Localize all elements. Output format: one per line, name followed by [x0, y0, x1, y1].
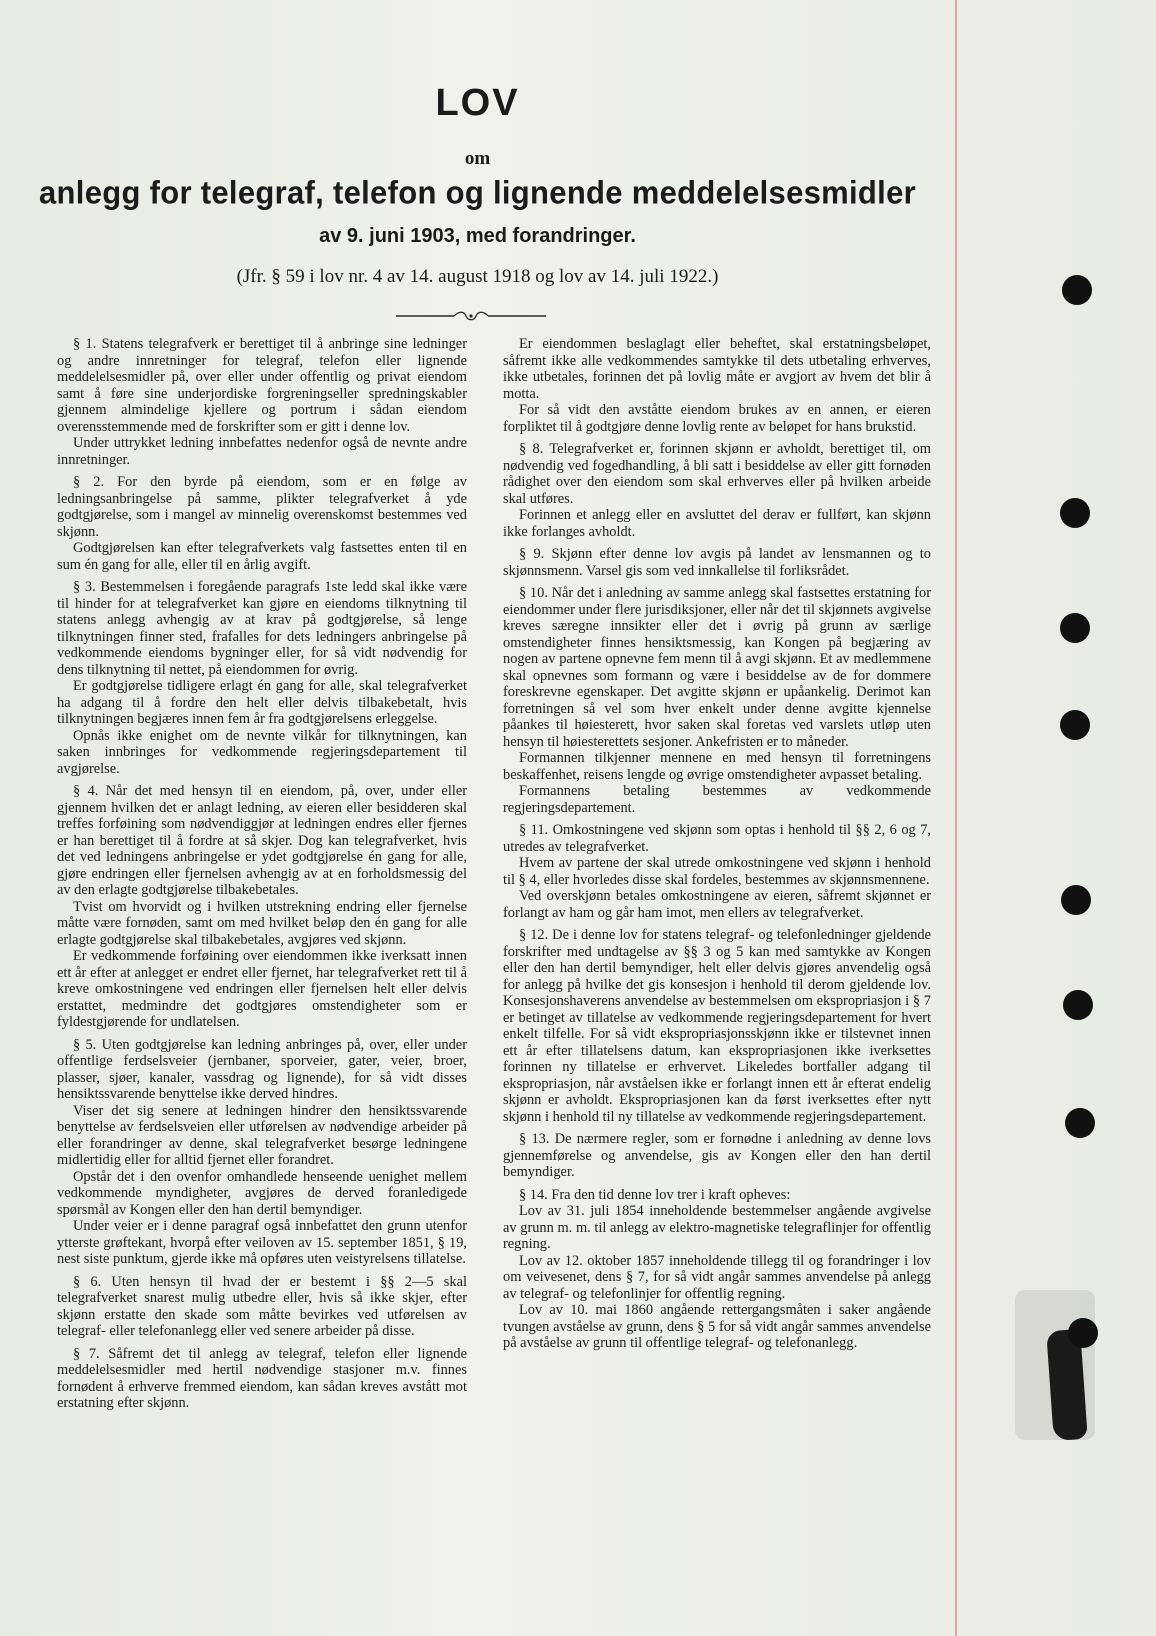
paragraph: § 6. Uten hensyn til hvad der er bestemt i §§ 2—5 skal telegrafverket snarest mulig utbedre eller, hvis så ikke skjer, efter skjønn erstatte den skade som måtte bevirkes ved utførelsen av telegraf- eller telefonanlegg eller ved senere arbeider på disse. — [57, 1273, 467, 1339]
paragraph: § 11. Omkostningene ved skjønn som optas i henhold til §§ 2, 6 og 7, utredes av telegrafverket. — [503, 822, 931, 855]
paragraph: § 12. De i denne lov for statens telegraf- og telefonledninger gjeldende forskrifter med undtagelse av §§ 3 og 5 kan med samtykke av Kongen eller den han dertil bemyndiger, helt eller delvis gjøres anvendelig også for anlegg på hvilke det gis konsesjon i henhold til derom gjeldende lov. Konsesjonshaverens anvendelse av bestemmelsen om ekspropriasjon i § 7 er betinget av tillatelse av vedkommende regjeringsdepartement for hvert enkelt tilfelle. For så vidt ekspropriasjonsskjønn ikke er tilstevnet innen ett år efter tillatelsens datum, kan ekspropriasjonen ikke iverksettes forinnen ny tillatelse er erhvervet. Likeledes bortfaller adgang til ekspropriasjon, når avståelsen ikke er forlangt innen ett år efterat endelig skjønn er avholdt. Ekspropriasjonen kan da først iverksettes efter nytt skjønn i henhold til ny tillatelse av vedkommende regjeringsdepartement. — [503, 927, 931, 1125]
punch-hole — [1060, 710, 1090, 740]
left-column — [57, 336, 467, 1418]
paragraph: Viser det sig senere at ledningen hindrer den hensiktssvarende benyttelse av ferdselsveien eller utførelsen av nødvendige arbeider på eller forandringer av denne, skal telegrafverket besørge ledningene midlertidig eller for alltid fjernet eller forandret. — [57, 1102, 467, 1168]
punch-hole — [1065, 1108, 1095, 1138]
paragraph: Opstår det i den ovenfor omhandlede henseende uenighet mellem vedkommende myndigheter, avgjøres de derved foranledigede spørsmål av Kongen eller den han dertil bemyndiger. — [57, 1168, 467, 1218]
paragraph: Formannens betaling bestemmes av vedkommende regjeringsdepartement. — [503, 783, 931, 816]
ornament-divider — [396, 310, 546, 322]
paragraph: Ved overskjønn betales omkostningene av eieren, såfremt skjønnet er forlangt av ham og går ham imot, men ellers av telegrafverket. — [503, 888, 931, 921]
main-title: anlegg for telegraf, telefon og lignende meddelelsesmidler — [39, 174, 916, 211]
paragraph: Lov av 31. juli 1854 inneholdende bestemmelser angående avgivelse av grunn m. m. til anlegg av elektro-magnetiske telegraflinjer for offentlig regning. — [503, 1203, 931, 1252]
paragraph: § 1. Statens telegrafverk er berettiget til å anbringe sine ledninger og andre innretninger for telegraf, telefon eller lignende meddelelsesmidler på, over eller under offentlig og privat eiendom samt å føre sine underjordiske forgreningseller spredningskabler gjennem almindelige kjellere og portrum i sådan eiendom overensstemmende med de forskrifter som er gitt i denne lov. — [57, 336, 467, 435]
paragraph: Er godtgjørelse tidligere erlagt én gang for alle, skal telegrafverket ha adgang til å fordre den helt eller delvis tilbakebetalt, hvis tilknytningen begjæres innen fem år fra godtgjørelsens erleggelse. — [57, 678, 467, 727]
right-column — [503, 336, 931, 1352]
paragraph: § 14. Fra den tid denne lov trer i kraft opheves: — [519, 1186, 791, 1203]
punch-hole — [1068, 1318, 1098, 1348]
paragraph: § 5. Uten godtgjørelse kan ledning anbringes på, over, eller under offentlige ferdselsveier (jernbaner, sporveier, gater, veier, broer, plasser, sjøer, kanaler, vassdrag og lignende), for så vidt disses hensiktssvarende benyttelse ikke derved hindres. — [57, 1036, 467, 1102]
paragraph: Er vedkommende forføining over eiendommen ikke iverksatt innen ett år efter at anlegget er endret eller fjernet, har telegrafverket rett til å kreve omkostningene ved endringen eller fjernelsen helt eller delvis erstattet, medmindre det godtgjøres omstendigheter som er fyldestgjørende for undlatelsen. — [57, 948, 467, 1030]
margin-line — [955, 0, 957, 1636]
paragraph: Lov av 12. oktober 1857 inneholdende tillegg til og forandringer i lov om veivesenet, dens § 7, for så vidt angår sammes anvendelse på anlegg av telegraf- og telefonlinjer for offentlig regning. — [503, 1252, 931, 1302]
paragraph: Opnås ikke enighet om de nevnte vilkår for tilknytningen, kan saken innbringes for vedkommende regjeringsdepartement til avgjørelse. — [57, 727, 467, 777]
paragraph: § 2. For den byrde på eiendom, som er en følge av ledningsanbringelse på samme, plikter telegrafverket å yde godtgjørelse, som i mangel av minnelig overenskomst bestemmes ved skjønn. — [57, 474, 467, 540]
paragraph: Under uttrykket ledning innbefattes nedenfor også de nevnte andre innretninger. — [57, 435, 467, 468]
paragraph: For så vidt den avståtte eiendom brukes av en annen, er eieren forpliktet til å godtgjøre denne lovlig rente av beløpet for hans brukstid. — [503, 402, 931, 435]
reference-line: (Jfr. § 59 i lov nr. 4 av 14. august 1918 og lov av 14. juli 1922.) — [236, 266, 719, 287]
paragraph: Godtgjørelsen kan efter telegrafverkets valg fastsettes enten til en sum én gang for alle, eller til en årlig avgift. — [57, 540, 467, 573]
punch-hole — [1063, 990, 1093, 1020]
paragraph: § 4. Når det med hensyn til en eiendom, på, over, under eller gjennem hvilken det er anlagt ledning, av eieren eller besidderen skal treffes forføining som nødvendiggjør at ledningen endres eller fjernes er han berettiget til å fordre at så skjer. Dog kan telegrafverket, hvis det ved ledningens anbringelse er ydet godtgjørelse én gang for alle, gjøre endringen eller fjernelsen avhengig av at en forholdsmessig del av den erlagte godtgjørelse tilbakebetales. — [57, 783, 467, 898]
paragraph: Er eiendommen beslaglagt eller beheftet, skal erstatningsbeløpet, såfremt ikke alle vedkommendes samtykke til dets utbetaling erhverves, ikke utbetales, forinnen det på lovlig måte er avgjort av hvem det blir å motta. — [503, 336, 931, 402]
paragraph: Tvist om hvorvidt og i hvilken utstrekning endring eller fjernelse måtte være fornøden, samt om med hvilket beløp den én gang for alle erlagte godtgjørelse skal tilbakebetales, avgjøres ved skjønn. — [57, 898, 467, 948]
paragraph: Forinnen et anlegg eller en avsluttet del derav er fullført, kan skjønn ikke forlanges avholdt. — [503, 507, 931, 540]
paragraph: Hvem av partene der skal utrede omkostningene ved skjønn i henhold til § 4, eller hvorledes disse skal fordeles, bestemmes av skjønnsmennene. — [503, 855, 931, 888]
paragraph: § 8. Telegrafverket er, forinnen skjønn er avholdt, berettiget til, om nødvendig ved fogedhandling, å bli satt i besiddelse av eller gitt fornøden rådighet over den eiendom som skal erhverves eller på hvilken arbeide skal utføres. — [503, 441, 931, 507]
punch-hole — [1061, 885, 1091, 915]
punch-hole — [1060, 498, 1090, 528]
paragraph: Formannen tilkjenner mennene en med hensyn til forretningens beskaffenhet, reisens lengde og øvrige omstendigheter avpasset betaling. — [503, 750, 931, 783]
title-om: om — [464, 148, 491, 169]
paragraph: § 13. De nærmere regler, som er fornødne i anledning av denne lovs gjennemførelse og anvendelse, gis av Kongen eller den han dertil bemyndiger. — [503, 1131, 931, 1180]
subtitle: av 9. juni 1903, med forandringer. — [319, 225, 636, 247]
paragraph: § 9. Skjønn efter denne lov avgis på landet av lensmannen og to skjønnsmenn. Varsel gis som ved innkallelse til forliksrådet. — [503, 546, 931, 579]
paragraph: § 10. Når det i anledning av samme anlegg skal fastsettes erstatning for eiendommer under flere jurisdiksjoner, eller når det til skjønnets avgivelse kreves særegne innsikter eller det i øvrig på grunn av særlige omstendigheter finnes hensiktsmessig, kan Kongen på begjæring av nogen av partene opnevne fem menn til å avgi skjønn. Et av medlemmene skal opnevnes som formann og være i besiddelse av de for dommere foreskrevne egenskaper. Det avgitte skjønn er upåankelig. Derimot kan forretningen så vel som hver enkelt under denne avgitte kjennelse påankes til høiesterett, hvor saken skal foretas ved varslets utløp uten hensyn til høiesterettets sesjoner. Ankefristen er to måneder. — [503, 585, 931, 750]
paragraph: Under veier er i denne paragraf også innbefattet den grunn utenfor ytterste grøftekant, hvorpå efter veiloven av 15. september 1851, § 19, nest siste punktum, gjerde ikke må opføres uten veistyrelsens tillatelse. — [57, 1218, 467, 1267]
paragraph: § 7. Såfremt det til anlegg av telegraf, telefon eller lignende meddelelsesmidler med hertil nødvendige stasjoner m.v. finnes fornødent å erhverve fremmed eiendom, kan sådan kreves avstått mot erstatning efter skjønn. — [57, 1345, 467, 1411]
punch-hole — [1062, 275, 1092, 305]
paragraph: Lov av 10. mai 1860 angående rettergangsmåten i saker angående tvungen avståelse av grunn, dens § 5 for så vidt angår sammes anvendelse på avståelse av grunn til offentlige telegraf- og telefonanlegg. — [503, 1302, 931, 1351]
paragraph: § 3. Bestemmelsen i foregående paragrafs 1ste ledd skal ikke være til hinder for at telegrafverket kan gjøre en eiendoms tilknytning til statens anlegg avhengig av at krav på godtgjørelse, så lenge tilknytningen finner sted, frafalles for dets ledningers anbringelse på vedkommende eiendoms bygninger eller, for så vidt nødvendig for dens tilknytning til nettet, på eiendommen for øvrig. — [57, 579, 467, 678]
punch-hole — [1060, 613, 1090, 643]
law-title: LOV — [435, 82, 520, 124]
